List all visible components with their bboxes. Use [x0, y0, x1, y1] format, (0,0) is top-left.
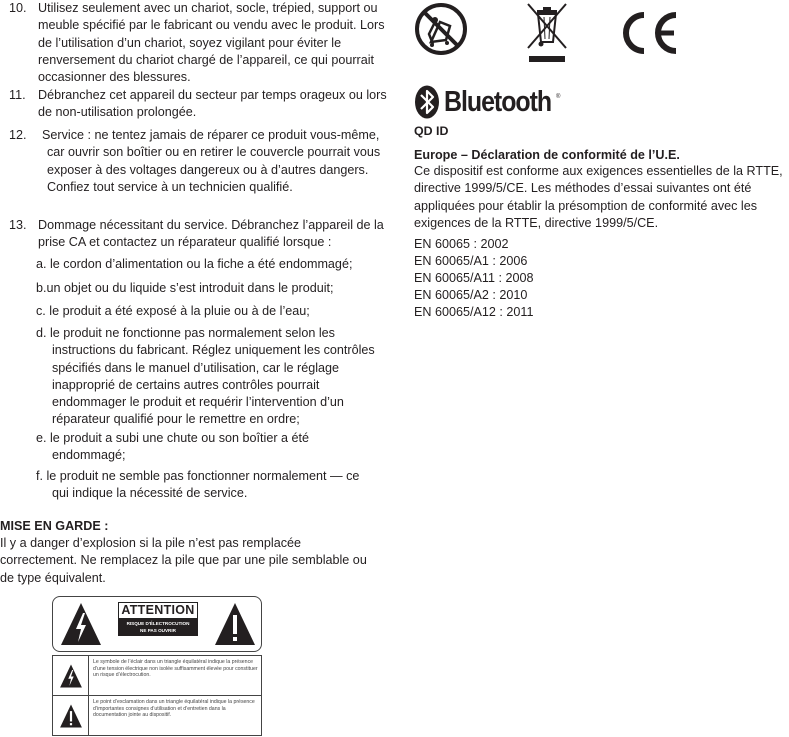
attention-band [118, 619, 198, 636]
standard-item: EN 60065 : 2002 [414, 237, 509, 251]
cart-tipover-icon [414, 2, 468, 56]
ce-mark-icon [618, 11, 680, 55]
sub-item-a: a. le cordon d’alimentation ou la fiche a été endommagé; [36, 257, 353, 271]
item-text: Service : ne tentez jamais de réparer ce produit vous-même, car ouvrir son boîtier ou en retirer le couvercle pourrait vous exposer à des voltages dangereux ou à d’autres dangers. Confiez tout service à un technicien qualifié. [42, 128, 381, 194]
item-number: 11. [9, 88, 26, 102]
bluetooth-wordmark: Bluetooth [444, 86, 552, 118]
eu-declaration-title: Europe – Déclaration de conformité de l’U.E. [414, 148, 680, 162]
symbol-row-lightning [53, 656, 261, 696]
sub-item-e: e. le produit a subi une chute ou son boîtier a été endommagé; [36, 431, 310, 463]
attention-label [52, 596, 262, 652]
sub-item-d: d. le produit ne fonctionne pas normalement selon les instructions du fabricant. Réglez uniquement les contrôles spécifiés dans le manuel d’utilisation, car le réglage inapproprié de certains autres contrôles pourrait endommager le produit et requérir l’intervention d’un réparateur qualifié pour le remettre en ordre; [36, 326, 375, 427]
registered-mark: ® [556, 94, 561, 100]
symbol-row-exclamation [53, 696, 261, 736]
sub-item-b: b.un objet ou du liquide s’est introduit dans le produit; [36, 281, 334, 295]
item-number: 12. [9, 128, 27, 142]
item-number: 13. [9, 218, 27, 232]
standard-item: EN 60065/A1 : 2006 [414, 254, 528, 268]
item-number: 10. [9, 1, 27, 15]
qd-id-label: QD ID [414, 124, 449, 138]
symbol-description: Le symbole de l’éclair dans un triangle équilatéral indique la présence d’une tension électrique non isolée suffisamment élevée pour constituer un risque d’électrocution. [93, 659, 258, 679]
attention-badge [118, 602, 198, 636]
exclamation-triangle-icon [59, 703, 83, 729]
lightning-triangle-icon [59, 601, 103, 647]
eu-declaration-body: Ce dispositif est conforme aux exigences essentielles de la RTTE, directive 1999/5/CE. Les méthodes d’essai suivantes ont été appliquées pour établir la présomption de conformité avec les exigences de la RTTE, directive 1999/5/CE. [414, 164, 783, 230]
symbol-description: Le point d’exclamation dans un triangle équilatéral indique la présence d’importantes consignes d’utilisation et d’entretien dans la documentation jointe au dispositif. [93, 699, 255, 719]
standard-item: EN 60065/A11 : 2008 [414, 271, 534, 285]
sub-item-c: c. le produit a été exposé à la pluie ou à de l’eau; [36, 304, 310, 318]
item-text: Dommage nécessitant du service. Débranchez l’appareil de la prise CA et contactez un réparateur qualifié lorsque : [38, 218, 384, 250]
standard-item: EN 60065/A2 : 2010 [414, 288, 528, 302]
item-text: Utilisez seulement avec un chariot, socle, trépied, support ou meuble spécifié par le fabricant ou vendu avec le produit. Lors de l’utilisation d’un chariot, soyez vigilant pour éviter le renversement du chariot chargé de l’appareil, ce qui pourrait occasionner des blessures. [38, 1, 385, 85]
attention-title: ATTENTION [118, 602, 198, 619]
warning-title: MISE EN GARDE : [0, 519, 109, 533]
item-text: Débranchez cet appareil du secteur par temps orageux ou lors de non-utilisation prolongée. [38, 88, 387, 120]
standard-item: EN 60065/A12 : 2011 [414, 305, 534, 319]
symbols-legend [52, 655, 262, 736]
lightning-triangle-icon [59, 663, 83, 689]
attention-line-2: NE PAS OUVRIR [140, 628, 176, 633]
weee-crossed-bin-icon [524, 0, 570, 66]
warning-body: Il y a danger d’explosion si la pile n’est pas remplacée correctement. Ne remplacez la pile que par une pile semblable ou de type équivalent. [0, 536, 367, 585]
attention-line-1: RISQUE D'ÉLECTROCUTION [126, 621, 190, 626]
exclamation-triangle-icon [213, 601, 257, 647]
sub-item-f: f. le produit ne semble pas fonctionner normalement — ce qui indique la nécessité de service. [36, 469, 360, 501]
bluetooth-icon [414, 85, 440, 119]
